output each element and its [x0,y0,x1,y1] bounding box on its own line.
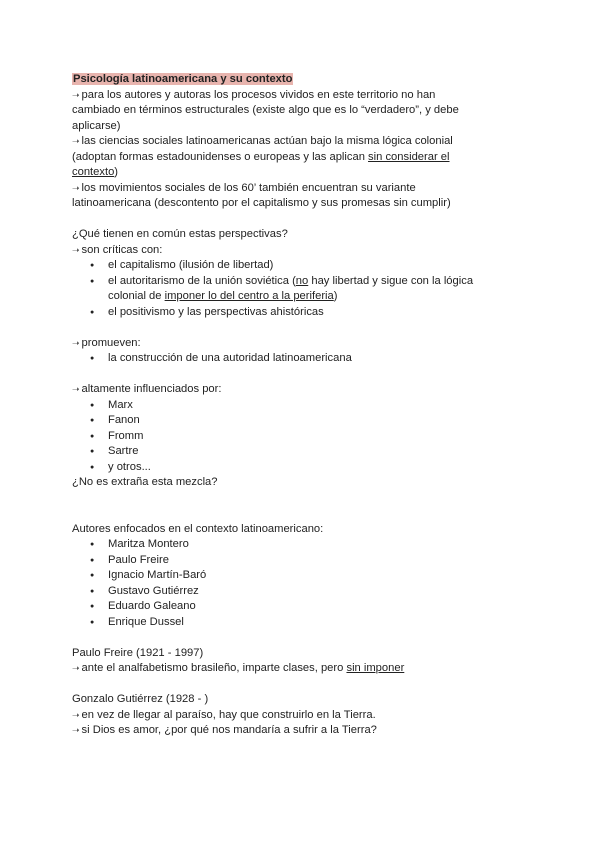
critics-list [72,258,532,320]
authors-list [72,537,532,630]
title-line [72,72,532,88]
list-item: ● el positivismo y las perspectivas ahistóricas [108,305,532,321]
arrow-icon: ➝ [72,384,80,394]
list-item: ● Enrique Dussel [108,615,532,631]
authors-heading: Autores enfocados en el contexto latinoamericano: [72,522,324,535]
influenced-label: ➝ altamente influenciados por: [72,383,222,395]
critics-label: ➝ son críticas con: [72,243,163,256]
underlined-text: contexto [72,166,115,178]
list-item: ● Marx [108,398,532,414]
intro-point-3: ➝ los movimientos sociales de los 60’ también encuentran su variante [72,181,416,194]
arrow-icon: ➝ [72,136,80,146]
arrow-icon: ➝ [72,337,80,348]
list-item: ● Ignacio Martín-Baró [108,568,532,584]
list-item: ● Paulo Freire [108,553,532,569]
promote-list [72,351,532,367]
promote-label: ➝ promueven: [72,336,141,349]
document-title: Psicología latinoamericana y su contexto [73,73,293,85]
freire-heading: Paulo Freire (1921 - 1997) [72,646,204,659]
arrow-icon: ➝ [72,709,80,720]
intro-point-1: ➝ para los autores y autoras los procesos vividos en este territorio no han [72,88,436,101]
list-item: ● la construcción de una autoridad latinoamericana [108,351,532,367]
list-item: ● el capitalismo (ilusión de libertad) [108,258,532,274]
underlined-text: sin imponer [346,662,405,674]
arrow-icon: ➝ [72,725,80,735]
mix-question: ¿No es extraña esta mezcla? [72,476,218,488]
influences-list [72,398,532,476]
intro-point-2: ➝ las ciencias sociales latinoamericanas actúan bajo la misma lógica colonial [72,135,453,147]
underlined-text: no [295,274,309,287]
list-item: ● Maritza Montero [108,537,532,553]
arrow-icon: ➝ [72,89,80,100]
freire-point: ➝ ante el analfabetismo brasileño, imparte clases, pero sin imponer [72,662,405,674]
arrow-icon: ➝ [72,182,80,193]
underlined-text: sin considerar el [368,150,450,163]
gutierrez-point-1: ➝ en vez de llegar al paraíso, hay que construirlo en la Tierra. [72,708,376,721]
underlined-text: imponer lo del centro a la periferia [164,290,334,302]
gutierrez-point-2: ➝ si Dios es amor, ¿por qué nos mandaría a sufrir a la Tierra? [72,724,377,736]
document-body: Psicología latinoamericana y su contexto ➝ para los autores y autoras los procesos vividos en este territorio no han cambiado en términos estructurales (existe algo que es lo “verdadero”, y debe aplicarse) ➝ las ciencias sociales latinoamericanas actúan bajo la misma lógica colonial (adoptan formas estadounidenses o europeas y las aplican sin considerar el contexto) ➝ los movimientos sociales de los 60’ también encuentran su variante latinoamericana (descontento por el capitalismo y sus promesas sin cumplir) ¿Qué tienen en común estas perspectivas? ➝ son críticas con: ● el capitalismo (ilusión de libertad) ● el autoritarismo de la unión soviética (no hay libertad y sigue con la lógica colonial de imponer lo del centro a la periferia) ● el positivismo y las perspectivas ahistóricas ➝ promueven: ● la construcción de una autoridad latinoamericana ➝ altamente influenciados por: ● Marx ● Fanon ● Fromm ● Sartre ● y otros... ¿No es extraña esta mezcla? Autores enfocados en el contexto latinoamericano: ● Maritza Montero ● Paulo Freire ● Ignacio Martín-Baró ● Gustavo Gutiérrez ● Eduardo Galeano ● Enrique Dussel Paulo Freire (1921 - 1997) ➝ ante el analfabetismo brasileño, imparte clases, pero sin imponer Gonzalo Gutiérrez (1928 - ) ➝ en vez de llegar al paraíso, hay que construirlo en la Tierra. ➝ si Dios es amor, ¿por qué nos mandaría a sufrir a la Tierra? [72,72,532,739]
list-item: ● Sartre [108,444,532,460]
list-item: ● y otros... [108,460,532,476]
list-item: ● el autoritarismo de la unión soviética (no hay libertad y sigue con la lógica colonial de imponer lo del centro a la periferia) [108,274,532,305]
list-item: ● Eduardo Galeano [108,599,532,615]
common-question: ¿Qué tienen en común estas perspectivas? [72,228,288,240]
list-item: ● Fromm [108,429,532,445]
arrow-icon: ➝ [72,244,80,255]
list-item: ● Fanon [108,413,532,429]
gutierrez-heading: Gonzalo Gutiérrez (1928 - ) [72,693,209,705]
arrow-icon: ➝ [72,663,80,673]
list-item: ● Gustavo Gutiérrez [108,584,532,600]
